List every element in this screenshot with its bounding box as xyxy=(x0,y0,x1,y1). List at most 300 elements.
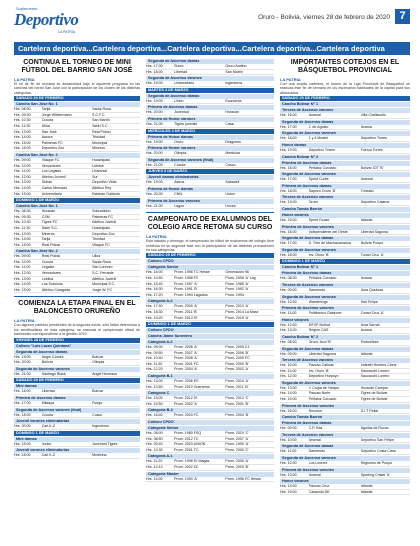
match-time: Hrs. 18:00 xyxy=(14,453,31,458)
match-time: Hrs. 13:00 xyxy=(146,379,163,384)
home-team: Atlético Cotagaita xyxy=(41,287,70,292)
home-team: Arsenal xyxy=(308,437,321,442)
home-team: Cúcuta xyxy=(41,118,54,123)
away-team: Deportivo Calama xyxy=(360,200,390,205)
home-team: Universitario xyxy=(41,191,62,196)
supplement-logo xyxy=(14,6,84,36)
away-team: Avaroa xyxy=(360,124,372,129)
home-team: Arsenal xyxy=(308,472,321,477)
home-team: MTVP Nuñoa xyxy=(308,322,331,327)
fixture-row xyxy=(146,140,274,146)
away-team: Vilaque FC xyxy=(92,242,110,247)
subsection-heading: Categoría A-2 xyxy=(146,340,274,345)
away-team: Avaroa xyxy=(360,328,372,333)
home-team: Prom. 1991 'B' xyxy=(174,287,198,292)
home-team: Prom. 2012 TC xyxy=(174,436,199,441)
fixture-row xyxy=(146,81,274,87)
match-time: Hrs. 14:00 xyxy=(14,185,31,190)
home-team: Prom. 2002 'A' xyxy=(174,401,198,406)
subsection-heading: Tercera de Ascenso varones xyxy=(280,283,410,288)
match-time: Hrs. 09:00 xyxy=(14,157,31,162)
match-time: Hrs. 14:00 xyxy=(146,476,163,481)
match-time: Hrs. 16:00 xyxy=(280,408,297,413)
away-team: Medicina xyxy=(225,151,240,156)
home-team: Wanderings xyxy=(308,299,328,304)
home-team: Los Leones xyxy=(308,461,328,466)
away-team: Atlético Juvenil xyxy=(92,220,117,225)
away-team: Prom. 1992 'A' xyxy=(225,287,249,292)
away-team: Bolívar Poopó xyxy=(360,241,384,246)
home-team: S. Tren de Machacamarca xyxy=(308,241,351,246)
home-team: Cúcuta xyxy=(41,412,54,417)
fixture-row xyxy=(146,110,274,116)
match-time: Hrs. 12:00 xyxy=(280,461,297,466)
fixture-row xyxy=(280,438,410,444)
away-team: Prom. 1996 FC Hesse xyxy=(225,476,261,481)
home-team: Prom. 2001 FC xyxy=(174,361,199,366)
home-team: Prom. 2000 'A' xyxy=(174,304,198,309)
home-team: Libertad Saguma xyxy=(308,351,336,356)
subsection-heading: Primera de Ascenso damas xyxy=(280,184,410,189)
subsection-heading: Categoría B-1 xyxy=(146,374,274,379)
away-team: Deportivo Zoo xyxy=(92,231,115,236)
away-team: Embrollese xyxy=(360,339,379,344)
subsection-heading: Honor varones xyxy=(280,479,410,484)
away-team: Sporting Cristal 'A' xyxy=(360,472,390,477)
match-time: Hrs. 18:00 xyxy=(280,252,297,257)
home-team: Arsenal xyxy=(308,113,321,118)
home-team: Oruro xyxy=(308,200,318,205)
match-time: Hrs. 10:30 xyxy=(14,118,31,123)
away-team: Prom. 2013 'A' xyxy=(225,304,249,309)
fixture-row xyxy=(14,442,140,448)
match-time: Hrs. 17:00 xyxy=(146,64,163,68)
away-team: Cusco xyxy=(225,162,236,167)
subsection-heading: Segunda de Ascenso varones xyxy=(280,295,410,300)
away-team: Lobitos xyxy=(92,163,104,168)
home-team: Prom. 2003 FC xyxy=(174,413,199,418)
away-team: Saucacchi Lonero xyxy=(360,374,390,379)
home-team: Inv. Oruro 'B' xyxy=(308,368,330,373)
away-team: Tunari Cruz 'A' xyxy=(360,311,385,316)
subsection-heading: Primera de Ascenso damas xyxy=(14,396,140,401)
away-team: Tunari Cruz 'A' xyxy=(360,252,385,257)
match-time: Hrs. 09:40 xyxy=(146,442,163,447)
fixture-row xyxy=(280,253,410,259)
match-time: Hrs. 09:00 xyxy=(280,287,297,292)
article-source: LA PATRIA xyxy=(14,318,35,324)
home-team: Prom. 1996 TC Hesse xyxy=(174,270,210,275)
home-team: Universitario xyxy=(174,81,195,86)
away-team: Prom. 1990 'A' xyxy=(225,442,249,447)
subsection-heading: Coliseo CPDO xyxy=(146,420,274,425)
subsection-heading: Cancha Bolívar N° 1 xyxy=(280,102,410,107)
fixture-row xyxy=(146,316,274,322)
subsection-heading: Honor varones xyxy=(280,318,410,323)
date-heading: MARTES 3 DE MARZO xyxy=(146,88,274,93)
subsection-heading: Cancha Bolívar N° 1 xyxy=(280,265,410,270)
fixture-row xyxy=(14,288,140,294)
away-team: Prom. 2003 'B' xyxy=(225,465,249,469)
home-team: Sebas xyxy=(41,180,52,185)
away-team: Olimpia xyxy=(92,360,105,365)
home-team: Saprizo Oruro 'B' xyxy=(308,188,336,193)
away-team: Arsenal xyxy=(360,177,373,182)
subsection-heading: Segunda de Ascenso damas xyxy=(146,94,274,99)
match-time: Hrs. 09:50 xyxy=(146,350,163,355)
home-team: Huracán xyxy=(41,209,56,214)
match-time: Hrs. 15:40 xyxy=(146,281,163,286)
away-team: Prom. 1994 xyxy=(225,292,244,297)
away-team: Prom. 2005 C1 xyxy=(225,345,250,350)
subsection-heading: Segunda de Ascenso varones xyxy=(280,131,410,136)
match-time: Hrs. 08:00 xyxy=(280,339,297,344)
subsection-heading: Cancha Jaime Sunevero xyxy=(146,334,274,339)
article-divider xyxy=(146,212,274,213)
away-team: Deportivo San Felipe xyxy=(360,437,395,442)
subsection-heading: Segunda de Ascenso damas xyxy=(280,444,410,449)
match-time: Hrs. 13:00 xyxy=(14,231,31,236)
away-team: Universal xyxy=(92,169,108,174)
fixture-row xyxy=(280,340,410,346)
home-team: Oruro, Azul 'B' xyxy=(308,339,332,344)
home-team: Ulloa xyxy=(41,124,50,128)
subsection-heading: Segunda de Ascenso varones (final) xyxy=(14,408,140,413)
home-team: Independiente del Oeste xyxy=(308,229,348,234)
match-time: Hrs. 14:00 xyxy=(14,282,31,287)
home-team: Aurora xyxy=(41,135,53,140)
home-team: 1 y 4 Mustel xyxy=(308,136,328,141)
subsection-heading: Primera de Ascenso varones xyxy=(280,468,410,473)
match-time: Hrs. 11:00 xyxy=(280,449,297,454)
home-team: C.P. Kas xyxy=(308,426,323,431)
dateline: Oruro - Bolivia, viernes 28 de febrero de 2020 xyxy=(258,14,390,21)
fixture-row xyxy=(146,465,274,471)
away-team: Prom. 2001 'B' xyxy=(225,401,249,406)
section-banner: Cartelera deportiva...Cartelera deportiva...Cartelera deportiva...Cartelera deportiva...Cartelera deportiva xyxy=(14,42,410,55)
home-team: Prom. 1998 'B' Magas xyxy=(174,459,210,464)
fixture-row xyxy=(280,352,410,358)
match-time: Hrs. 18:00 xyxy=(14,412,31,417)
away-team: Trinidad xyxy=(92,135,105,140)
home-team: CSM xyxy=(41,214,50,219)
home-team: San José xyxy=(41,129,57,134)
home-team: Sucre xyxy=(174,64,184,68)
away-team: Casa xyxy=(225,121,234,126)
away-team: San Felipe xyxy=(360,299,378,304)
home-team: Sarmiento xyxy=(308,287,325,292)
subsection-heading: Primera de Ascenso damas xyxy=(280,421,410,426)
fixture-list xyxy=(14,96,140,293)
away-team: Real Potosí xyxy=(92,129,111,134)
away-team: Regiones de Poopó xyxy=(360,461,393,466)
match-time: Hrs. 21:00 xyxy=(146,162,163,167)
away-team: Sabadell xyxy=(225,180,240,185)
home-team: Peñaloz Coroado xyxy=(308,397,337,402)
match-time: Hrs. 15:00 xyxy=(14,242,31,247)
home-team: Cúcuta xyxy=(41,259,54,264)
away-team: Atlético Rey xyxy=(92,185,112,190)
match-time: Hrs. 18:30 xyxy=(146,309,163,314)
match-time: Hrs. 10:30 xyxy=(146,447,163,452)
away-team: Prom. 2000 'C' xyxy=(225,447,249,452)
home-team: Prom. 1990 'A' xyxy=(174,476,198,481)
away-team: Prom. 2014 La Mara xyxy=(225,309,259,314)
date-heading: JUEVES 5 DE MARZO xyxy=(146,169,274,174)
away-team: Economía xyxy=(225,98,242,103)
match-time: Hrs. 19:00 xyxy=(146,180,163,185)
subsection-heading: Segunda de Ascenso damas xyxy=(280,347,410,352)
article-title: COMIENZA LA ETAPA FINAL EN EL BALONCESTO ORUREÑO xyxy=(18,300,136,316)
match-time: Hrs. 13:00 xyxy=(14,180,31,185)
away-team: Bolívar xyxy=(92,389,104,394)
away-team: S.C. Ferrante xyxy=(92,271,114,276)
subsection-heading: Segunda de Ascenso varones xyxy=(280,248,410,253)
match-time: Hrs. 19:00 xyxy=(14,354,31,359)
home-team: Palmeras FC xyxy=(41,140,63,145)
match-time: Hrs. 10:40 xyxy=(146,356,163,361)
match-time: Hrs. 17:00 xyxy=(280,241,297,246)
subsection-heading: Juvenil varones eliminatorias xyxy=(14,419,140,424)
away-team: Sobradinho xyxy=(92,209,111,214)
home-team: Tarija xyxy=(41,237,51,242)
fixture-row xyxy=(280,177,410,183)
match-time: Hrs. 21:00 xyxy=(146,121,163,126)
subsection-heading: Primera de Honor damas xyxy=(146,135,274,140)
subsection-heading: Categoría Senior xyxy=(146,426,274,431)
away-team: Ingenieros xyxy=(225,81,243,86)
match-time: Hrs. 15:00 xyxy=(14,287,31,292)
match-time: Hrs. 11:00 xyxy=(14,169,31,174)
away-team: Indeath Hunters Clone xyxy=(360,363,397,368)
match-time: Hrs. 17:20 xyxy=(146,292,163,297)
fixture-row xyxy=(14,389,140,395)
away-team: Sur xyxy=(92,174,98,179)
fixture-row xyxy=(146,293,274,299)
match-time: Hrs. 08:50 xyxy=(146,436,163,441)
away-team: Prom. 2012 'C' xyxy=(225,396,249,401)
home-team: Deportivo Torres xyxy=(308,148,335,152)
home-team: Unión xyxy=(174,98,184,103)
away-team: Prom. 2010 'C' xyxy=(225,431,249,436)
fixture-row xyxy=(280,230,410,236)
article-divider xyxy=(14,296,140,297)
match-time: Hrs. 15:00 xyxy=(14,140,31,145)
article-lead: El rol de fin de semana se desarrollará bajo el siguiente programa en las canchas del barrio San José con la participación de los clubes de las distintas categorías. xyxy=(14,82,140,95)
match-time: Hrs. 16:30 xyxy=(146,287,163,292)
match-time: Hrs. 15:00 xyxy=(280,489,297,494)
home-team: Prom. 2011 'B' xyxy=(174,309,198,314)
home-team: Legales xyxy=(41,265,55,270)
match-time: Hrs. 18:00 xyxy=(280,188,297,193)
away-team: Trinidad xyxy=(92,237,105,242)
away-team: Prom. 2000 'B' xyxy=(225,361,249,366)
away-team: Esteban Gallardo xyxy=(92,191,120,196)
home-team: Sariri S.C. xyxy=(41,225,59,230)
match-time: Hrs. 21:00 xyxy=(146,203,163,208)
match-time: Hrs. 12:20 xyxy=(146,367,163,372)
fixture-row xyxy=(146,367,274,373)
away-team: Palmeras FC xyxy=(92,214,114,219)
match-time: Hrs. 19:00 xyxy=(280,200,297,205)
away-team: Atlantis xyxy=(360,489,373,494)
home-team: Cúcuta xyxy=(174,162,186,167)
away-team: Huachipato xyxy=(92,157,111,162)
article-source: LA PATRIA xyxy=(146,234,167,240)
fixture-row xyxy=(14,424,140,430)
subsection-heading: Categoría A-1 xyxy=(146,454,274,459)
away-team: San Martín xyxy=(92,118,110,123)
fixture-row xyxy=(146,413,274,419)
match-time: Hrs. 15:00 xyxy=(14,191,31,196)
fixture-row xyxy=(280,148,410,154)
home-team: Pazcao Catinas xyxy=(308,363,334,368)
date-heading: SÁBADO 29 DE FEBRERO xyxy=(14,378,140,383)
fixture-row xyxy=(14,413,140,419)
fixture-row xyxy=(14,401,140,407)
fixture-list xyxy=(146,59,274,209)
away-team: Generación 96 xyxy=(225,270,249,275)
away-team: Mineros xyxy=(92,146,105,151)
away-team: Linces xyxy=(225,203,236,208)
fixture-row xyxy=(146,151,274,157)
article-lead: Con una amplia cartelera, el torneo de la Liga Provincial de Básquetbol se reanuda este fin de semana en los escenarios habituales de la capital para sus aficionados. xyxy=(280,82,410,95)
date-heading: DOMINGO 1 DE MARZO xyxy=(146,322,274,327)
subsection-heading: Primera de Honor varones xyxy=(146,117,274,122)
page-header xyxy=(0,0,420,38)
subsection-heading: Cancha San José No. 2 xyxy=(14,153,140,158)
away-team: Bolívar xyxy=(92,354,104,359)
match-time: Hrs. 09:30 xyxy=(14,214,31,219)
home-team: Prom. 2003 UNION xyxy=(174,442,206,447)
column-1 xyxy=(14,58,140,538)
subsection-heading: Categoría Master xyxy=(146,472,274,477)
fixture-row xyxy=(280,374,410,380)
away-team: Prom. 2010 'A' xyxy=(225,379,249,384)
home-team: Peñaloz Coroado xyxy=(308,165,337,170)
date-heading: MIÉRCOLES 4 DE MARZO xyxy=(146,129,274,134)
subsection-heading: Primera de Honor damas xyxy=(146,187,274,192)
away-team: Tigres de Bolívar xyxy=(360,397,388,402)
away-team: Municipal S.C. xyxy=(92,282,116,287)
date-heading: DOMINGO 1 DE MARZO xyxy=(280,259,410,264)
match-time: Hrs. 20:00 xyxy=(146,110,163,115)
match-time: Hrs. 20:00 xyxy=(146,151,163,156)
home-team: Inv. Oruro 'B' xyxy=(308,252,330,257)
away-team: Atlético Juvenil xyxy=(92,276,117,281)
match-time: Hrs. 09:00 xyxy=(280,351,297,356)
subsection-heading: Primera de Ascenso damas xyxy=(280,161,410,166)
fixture-row xyxy=(280,461,410,467)
away-team: Prom. 1999 'A' Lag xyxy=(225,275,256,280)
home-team: Santiago Black xyxy=(41,371,66,376)
subsection-heading: Segunda de Ascenso damas xyxy=(14,350,140,355)
match-time: Hrs. 13:00 xyxy=(280,385,297,390)
home-team: Mineros xyxy=(41,231,55,236)
away-team: Libertad Saguma xyxy=(360,229,388,234)
home-team: Prom. 2012 'B' xyxy=(174,396,198,401)
match-time: Hrs. 09:00 xyxy=(146,345,163,350)
subsection-heading: Primera de Ascenso varones xyxy=(146,199,274,204)
match-time: Hrs. 16:00 xyxy=(14,146,31,151)
fixture-list xyxy=(280,96,410,495)
subsection-heading: Tercera de Ascenso varones xyxy=(280,358,410,363)
column-3 xyxy=(280,58,410,538)
fixture-row xyxy=(14,372,140,378)
subsection-heading: Segunda de Ascenso varones xyxy=(280,172,410,177)
home-team: Prom. 2006 'A' xyxy=(174,345,198,350)
home-team: Prom. 2004 'A' xyxy=(174,367,198,372)
fixture-row xyxy=(280,288,410,294)
fixture-row xyxy=(280,473,410,479)
match-time: Hrs. 20:00 xyxy=(146,191,163,196)
home-team: Los Legales xyxy=(41,169,62,174)
match-time: Hrs. 08:30 xyxy=(14,107,31,112)
fixture-row xyxy=(280,136,410,142)
home-team: Astros xyxy=(174,180,185,185)
article-source: LA PATRIA xyxy=(280,77,301,82)
home-team: Libertad xyxy=(174,69,188,74)
home-team: J. Colpa de Yahipa xyxy=(308,385,339,390)
match-time: Hrs. 20:00 xyxy=(14,424,31,429)
away-team: Jorge W. FC xyxy=(92,287,113,292)
match-time: Hrs. 11:30 xyxy=(146,361,163,366)
away-team: Arsa Quebara xyxy=(360,287,383,292)
away-team: Villa Challacollo xyxy=(360,113,386,118)
home-team: Deportivo Hurpoyo xyxy=(308,374,339,379)
fixture-row xyxy=(14,146,140,152)
home-team: Casacola DK xyxy=(308,489,330,494)
home-team: Prom. 2010 Guerreros xyxy=(174,384,210,389)
away-team: Prom. 2005 'A' xyxy=(225,459,249,464)
subsection-heading: Segunda de Ascenso damas xyxy=(280,120,410,125)
away-team: Prom. 2007 'A' xyxy=(225,436,249,441)
away-team: San Martín xyxy=(225,69,243,74)
article-title: IMPORTANTES COTEJOS EN EL BÁSQUETBOL PROVINCIAL xyxy=(290,59,400,74)
match-time: Hrs. 10:00 xyxy=(14,259,31,264)
match-time: Hrs. 14:00 xyxy=(146,270,163,275)
fixture-row xyxy=(14,360,140,366)
away-team: Fuerza Torres xyxy=(360,148,383,152)
match-time: Hrs. 11:00 xyxy=(280,368,297,373)
home-team: Real Potosí xyxy=(41,254,61,259)
home-team: Sprint Ocase xyxy=(308,217,330,222)
fixture-row xyxy=(280,200,410,206)
match-time: Hrs. 08:30 xyxy=(14,209,31,214)
subsection-heading: Categoría Senior xyxy=(146,265,274,270)
fixture-row xyxy=(280,218,410,224)
logo-tag: LA PATRIA xyxy=(58,30,76,34)
away-team: Prom. 2011 'B' xyxy=(225,384,249,389)
match-time: Hrs. 20:00 xyxy=(14,360,31,365)
home-team: Carl K-Z xyxy=(41,424,56,429)
subsection-heading: Cancha Tomás Barrón xyxy=(280,415,410,420)
match-time: Hrs. 10:00 xyxy=(14,163,31,168)
subsection-heading: Honor damas xyxy=(280,143,410,148)
away-team: Juventud Tigres xyxy=(92,441,118,446)
subsection-heading: Cancha San José No. 1 xyxy=(14,204,140,209)
match-time: Hrs. 13:00 xyxy=(14,129,31,134)
match-time: Hrs. 10:00 xyxy=(280,299,297,304)
match-time: Hrs. 11:30 xyxy=(14,225,31,230)
away-team: Dragones xyxy=(225,139,241,144)
home-team: Peñaloz Coroado xyxy=(308,276,337,281)
match-time: Hrs. 14:00 xyxy=(280,391,297,396)
match-time: Hrs. 10:00 xyxy=(280,363,297,368)
away-team: Prom. 1985 'A' xyxy=(225,281,249,286)
date-heading: SÁBADO 29 DE FEBRERO xyxy=(280,96,410,101)
fixture-row xyxy=(146,99,274,105)
